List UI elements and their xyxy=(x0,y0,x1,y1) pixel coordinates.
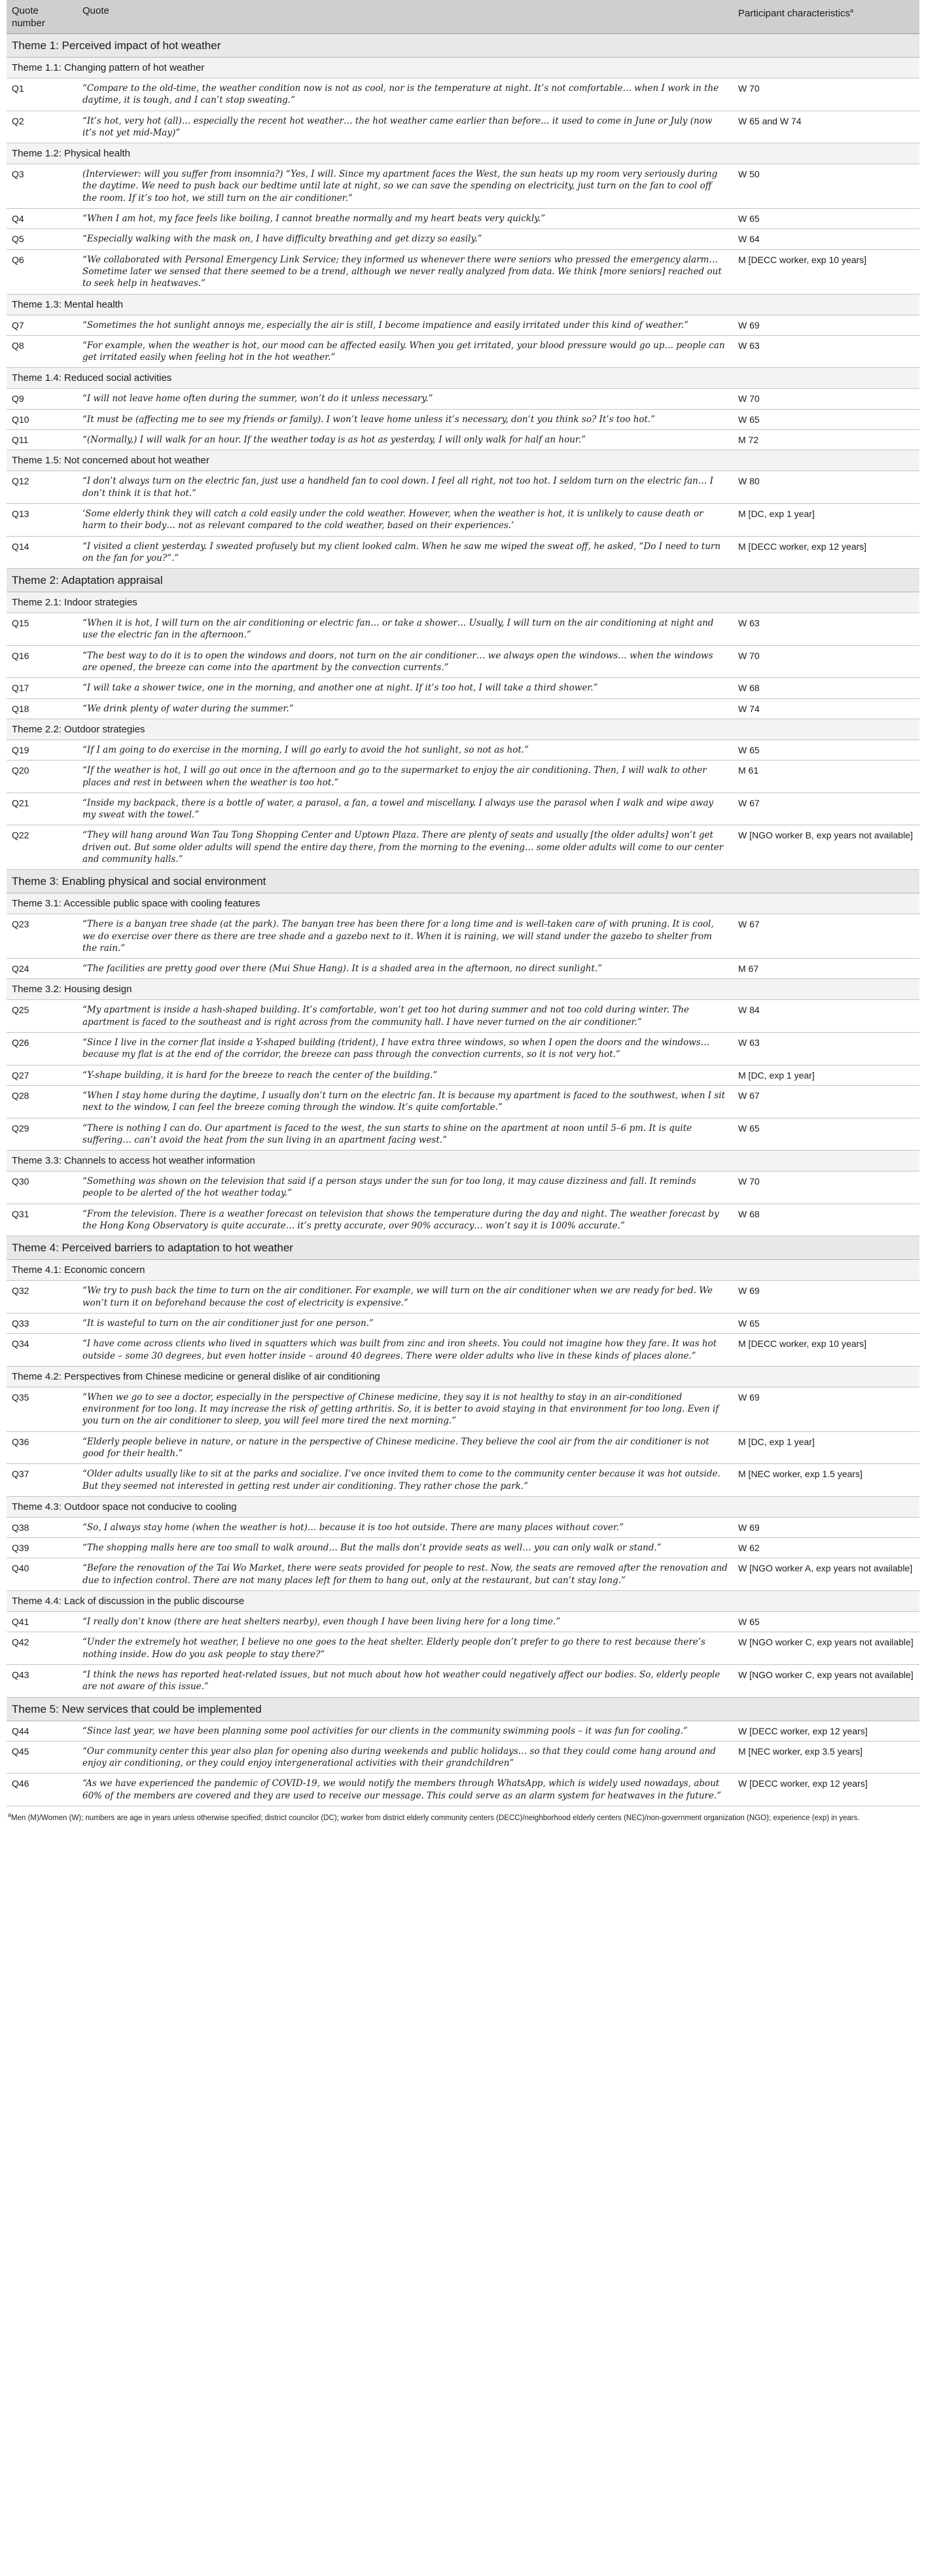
header-participant-label: Participant characteristics xyxy=(738,8,850,19)
quote-text: “I really don’t know (there are heat shelters nearby), even though I have been living here for a long time.” xyxy=(77,1612,733,1632)
table-row xyxy=(7,430,919,450)
quote-number: Q39 xyxy=(7,1538,77,1558)
table-row xyxy=(7,1612,919,1632)
table-row xyxy=(7,645,919,678)
table-row xyxy=(7,1741,919,1774)
quote-text: “Before the renovation of the Tai Wo Market, there were seats provided for people to rest. Now, the seats are removed after the renovation and due to infection control. There are not many places left for them to hang out, only at the restaurant, but can’t stay long.” xyxy=(77,1558,733,1591)
subtheme-label: Theme 4.4: Lack of discussion in the public discourse xyxy=(7,1591,919,1612)
quote-number: Q32 xyxy=(7,1281,77,1314)
quote-text: “I have come across clients who lived in squatters which was built from zinc and iron sheets. You could not imagine how they fare. It was hot outside – some 30 degrees, but even hotter inside – around 40 degrees. There were older adults who live in these kinds of places alone.” xyxy=(77,1334,733,1367)
quote-number: Q30 xyxy=(7,1172,77,1204)
quote-text: “From the television. There is a weather forecast on television that shows the temperature during the day and night. The weather forecast by the Hong Kong Observatory is quite accurate… it’s pretty accurate, over 90% accuracy… won’t say it is 100% accurate.” xyxy=(77,1204,733,1236)
table-row xyxy=(7,1632,919,1665)
participant-characteristics: W 65 and W 74 xyxy=(733,111,919,143)
quote-table-container xyxy=(7,0,919,1826)
quote-number: Q18 xyxy=(7,698,77,719)
quote-number: Q3 xyxy=(7,164,77,209)
table-row xyxy=(7,164,919,209)
quote-number: Q12 xyxy=(7,471,77,504)
quote-text: “Something was shown on the television that said if a person stays under the sun for too long, it may cause dizziness and fall. It reminds people to be alerted of the hot weather today.” xyxy=(77,1172,733,1204)
table-row xyxy=(7,678,919,698)
table-row xyxy=(7,1065,919,1085)
quote-text: “It must be (affecting me to see my friends or family). I won’t leave home unless it’s necessary, don’t you think so? It’s too hot.” xyxy=(77,409,733,429)
quote-text: “Y-shape building, it is hard for the breeze to reach the center of the building.” xyxy=(77,1065,733,1085)
quote-number: Q6 xyxy=(7,249,77,294)
participant-characteristics: W 69 xyxy=(733,1517,919,1537)
quote-text: “I will take a shower twice, one in the morning, and another one at night. If it’s too hot, I will take a third shower.” xyxy=(77,678,733,698)
quote-number: Q24 xyxy=(7,959,77,979)
table-row xyxy=(7,229,919,249)
quote-text: “When it is hot, I will turn on the air conditioning or electric fan… or take a shower… Usually, I will turn on the air conditioning at night and use the electric fan in the afternoon.” xyxy=(77,613,733,646)
quote-text: “There is nothing I can do. Our apartment is faced to the west, the sun starts to shine on the apartment at noon until 5–6 pm. It is quite suffering… can’t avoid the heat from the sun living in an apartment facing west.” xyxy=(77,1118,733,1151)
table-row xyxy=(7,1517,919,1537)
participant-characteristics: W 50 xyxy=(733,164,919,209)
subtheme-row xyxy=(7,58,919,79)
subtheme-label: Theme 2.1: Indoor strategies xyxy=(7,592,919,613)
table-row xyxy=(7,1774,919,1806)
participant-characteristics: W 63 xyxy=(733,335,919,368)
participant-characteristics: M [DECC worker, exp 10 years] xyxy=(733,249,919,294)
quote-text: “Since last year, we have been planning some pool activities for our clients in the community swimming pools – it was fun for cooling.” xyxy=(77,1721,733,1741)
participant-characteristics: W 65 xyxy=(733,1313,919,1333)
participant-characteristics: W 70 xyxy=(733,389,919,409)
quote-text: “My apartment is inside a hash-shaped building. It’s comfortable, won’t get too hot during summer and not too cold during winter. The apartment is faced to the southeast and is right across from the community hall. I have never turned on the air conditioner.” xyxy=(77,1000,733,1033)
table-footnote xyxy=(7,1806,919,1826)
quote-text: “When I stay home during the daytime, I usually don’t turn on the electric fan. It is because my apartment is faced to the southwest, when I sit next to the window, I can feel the breeze coming through the window. It’s quite comfortable.” xyxy=(77,1085,733,1118)
table-row xyxy=(7,1721,919,1741)
theme-label: Theme 5: New services that could be implemented xyxy=(7,1697,919,1721)
subtheme-label: Theme 3.3: Channels to access hot weather information xyxy=(7,1151,919,1172)
quote-number: Q10 xyxy=(7,409,77,429)
quote-number: Q4 xyxy=(7,209,77,229)
quote-text: “I don’t always turn on the electric fan, just use a handheld fan to cool down. I feel all right, not too hot. I seldom turn on the electric fan… I don’t think it is that hot.” xyxy=(77,471,733,504)
quote-number: Q16 xyxy=(7,645,77,678)
quote-text: “Compare to the old-time, the weather condition now is not as cool, nor is the temperature at night. It’s not comfortable… when I work in the daytime, it is tough, and I can’t stop sweating.” xyxy=(77,79,733,111)
table-row xyxy=(7,1387,919,1431)
table-row xyxy=(7,209,919,229)
subtheme-row xyxy=(7,1151,919,1172)
quote-number: Q14 xyxy=(7,536,77,569)
participant-characteristics: W [NGO worker A, exp years not available] xyxy=(733,1558,919,1591)
quote-number: Q31 xyxy=(7,1204,77,1236)
quote-text: “When I am hot, my face feels like boiling, I cannot breathe normally and my heart beats very quickly.” xyxy=(77,209,733,229)
quote-number: Q13 xyxy=(7,503,77,536)
quote-number: Q7 xyxy=(7,315,77,335)
participant-characteristics: W 84 xyxy=(733,1000,919,1033)
participant-characteristics: W [NGO worker C, exp years not available] xyxy=(733,1632,919,1665)
quote-number: Q43 xyxy=(7,1664,77,1697)
quote-number: Q34 xyxy=(7,1334,77,1367)
quote-text: “It is wasteful to turn on the air conditioner just for one person.” xyxy=(77,1313,733,1333)
footnote-mark: a xyxy=(8,1812,12,1819)
table-row xyxy=(7,79,919,111)
quote-text: “(Normally,) I will walk for an hour. If the weather today is as hot as yesterday, I will only walk for half an hour.” xyxy=(77,430,733,450)
theme-row xyxy=(7,569,919,592)
quote-text: “I visited a client yesterday. I sweated profusely but my client looked calm. When he saw me wiped the sweat off, he asked, “Do I need to turn on the fan for you?”.” xyxy=(77,536,733,569)
quote-text: “The best way to do it is to open the windows and doors, not turn on the air conditioner… we always open the windows… when the windows are opened, the breeze can come into the apartment by the convection currents.” xyxy=(77,645,733,678)
quote-text: “The shopping malls here are too small to walk around… But the malls don’t provide seats as well… you can only walk or stand.” xyxy=(77,1538,733,1558)
quote-text: “So, I always stay home (when the weather is hot)… because it is too hot outside. There are many places without cover.” xyxy=(77,1517,733,1537)
quote-number: Q28 xyxy=(7,1085,77,1118)
table-row xyxy=(7,1000,919,1033)
header-participant xyxy=(733,0,919,34)
theme-row xyxy=(7,34,919,58)
participant-characteristics: W 68 xyxy=(733,678,919,698)
quote-text: “We try to push back the time to turn on the air conditioner. For example, we will turn on the air conditioner when we are ready for bed. We won’t turn it on beforehand because the cost of electricity is expensive.” xyxy=(77,1281,733,1314)
quote-text: “Under the extremely hot weather, I believe no one goes to the heat shelter. Elderly people don’t prefer to go there to rest because there’s nothing inside. How do you ask people to stay there?” xyxy=(77,1632,733,1665)
quote-text: “I think the news has reported heat-related issues, but not much about how hot weather could negatively affect our bodies. So, elderly people are not aware of this issue.” xyxy=(77,1664,733,1697)
quote-text: “As we have experienced the pandemic of COVID-19, we would notify the members through WhatsApp, which is widely used nowadays, about 60% of the members are covered and they are used to receive our message. This could serve as an alarm system for heatwaves in the future.” xyxy=(77,1774,733,1806)
participant-characteristics: W 70 xyxy=(733,645,919,678)
table-row xyxy=(7,959,919,979)
quote-text: “There is a banyan tree shade (at the park). The banyan tree has been there for a long time and is well-taken care of with pruning. It is cool, we do exercise over there as there are tree shade and a gazebo next to it. When it is raining, we will stand under the gazebo to shelter from the rain.” xyxy=(77,914,733,959)
quote-text: “Sometimes the hot sunlight annoys me, especially the air is still, I become impatience and easily irritated under this kind of weather.” xyxy=(77,315,733,335)
subtheme-label: Theme 1.2: Physical health xyxy=(7,143,919,164)
theme-row xyxy=(7,870,919,893)
subtheme-row xyxy=(7,592,919,613)
quote-text: “If the weather is hot, I will go out once in the afternoon and go to the supermarket to enjoy the air conditioning. Then, I will walk to other places and rest in between when the weather is too hot.” xyxy=(77,760,733,793)
quote-number: Q25 xyxy=(7,1000,77,1033)
quote-text: (Interviewer: will you suffer from insomnia?) “Yes, I will. Since my apartment faces the West, the sun heats up my room very seriously during the daytime. We need to push back our bedtime until late at night, so we can save the spending on electricity, just turn on the fan to cool off the room. If it’s too hot, we still turn on the air conditioner.” xyxy=(77,164,733,209)
subtheme-label: Theme 1.5: Not concerned about hot weather xyxy=(7,450,919,471)
quote-number: Q44 xyxy=(7,1721,77,1741)
participant-characteristics: W 69 xyxy=(733,1281,919,1314)
participant-characteristics: W 67 xyxy=(733,793,919,825)
theme-row xyxy=(7,1697,919,1721)
subtheme-row xyxy=(7,1260,919,1281)
subtheme-row xyxy=(7,979,919,1000)
theme-label: Theme 1: Perceived impact of hot weather xyxy=(7,34,919,58)
quote-text: “If I am going to do exercise in the morning, I will go early to avoid the hot sunlight, so not as hot.” xyxy=(77,740,733,760)
table-header-row xyxy=(7,0,919,34)
participant-characteristics: W 62 xyxy=(733,1538,919,1558)
quote-number: Q21 xyxy=(7,793,77,825)
quote-text: “It’s hot, very hot (all)… especially the recent hot weather… the hot weather came earlier than before… it used to come in June or July (now it’s not yet mid-May)” xyxy=(77,111,733,143)
table-row xyxy=(7,1464,919,1497)
subtheme-row xyxy=(7,450,919,471)
theme-label: Theme 3: Enabling physical and social environment xyxy=(7,870,919,893)
quote-number: Q27 xyxy=(7,1065,77,1085)
theme-label: Theme 2: Adaptation appraisal xyxy=(7,569,919,592)
footnote-text: Men (M)/Women (W); numbers are age in years unless otherwise specified; district councilor (DC); worker from district elderly community centers (DECC)/neighborhood elderly centers (NEC)/non-government organization (NGO); experience (exp) in years. xyxy=(11,1814,860,1822)
table-row xyxy=(7,1085,919,1118)
quote-number: Q41 xyxy=(7,1612,77,1632)
participant-characteristics: M 67 xyxy=(733,959,919,979)
table-row xyxy=(7,740,919,760)
quote-number: Q15 xyxy=(7,613,77,646)
subtheme-label: Theme 4.3: Outdoor space not conducive to cooling xyxy=(7,1496,919,1517)
table-row xyxy=(7,503,919,536)
participant-characteristics: W 65 xyxy=(733,1118,919,1151)
subtheme-label: Theme 3.1: Accessible public space with cooling features xyxy=(7,893,919,914)
quote-text: “I will not leave home often during the summer, won’t do it unless necessary.” xyxy=(77,389,733,409)
subtheme-row xyxy=(7,368,919,389)
table-row xyxy=(7,389,919,409)
quote-number: Q40 xyxy=(7,1558,77,1591)
quote-text: “Especially walking with the mask on, I have difficulty breathing and get dizzy so easily.” xyxy=(77,229,733,249)
header-quote-number: Quote number xyxy=(7,0,77,34)
participant-characteristics: W [DECC worker, exp 12 years] xyxy=(733,1774,919,1806)
table-row xyxy=(7,1118,919,1151)
table-row xyxy=(7,914,919,959)
subtheme-row xyxy=(7,143,919,164)
quote-number: Q36 xyxy=(7,1431,77,1464)
quote-number: Q37 xyxy=(7,1464,77,1497)
participant-characteristics: M [DC, exp 1 year] xyxy=(733,1065,919,1085)
participant-characteristics: M [DECC worker, exp 12 years] xyxy=(733,536,919,569)
subtheme-row xyxy=(7,1591,919,1612)
table-row xyxy=(7,1334,919,1367)
table-row xyxy=(7,698,919,719)
quote-number: Q46 xyxy=(7,1774,77,1806)
theme-row xyxy=(7,1236,919,1260)
quote-number: Q23 xyxy=(7,914,77,959)
quote-text: “When we go to see a doctor, especially in the perspective of Chinese medicine, they say it is not healthy to stay in an air-conditioned environment for too long. It may increase the risk of getting arthritis. So, it is better to avoid staying in that environment for too long. Even if you turn on the air conditioner to sleep, you will feel more tired the next morning.” xyxy=(77,1387,733,1431)
participant-characteristics: W 63 xyxy=(733,613,919,646)
subtheme-label: Theme 1.1: Changing pattern of hot weather xyxy=(7,58,919,79)
header-quote: Quote xyxy=(77,0,733,34)
table-row xyxy=(7,760,919,793)
table-row xyxy=(7,536,919,569)
quote-number: Q22 xyxy=(7,825,77,870)
participant-characteristics: W 65 xyxy=(733,409,919,429)
participant-characteristics: M [DECC worker, exp 10 years] xyxy=(733,1334,919,1367)
table-row xyxy=(7,1033,919,1065)
participant-characteristics: W [DECC worker, exp 12 years] xyxy=(733,1721,919,1741)
participant-characteristics: M [NEC worker, exp 1.5 years] xyxy=(733,1464,919,1497)
quote-text: “We drink plenty of water during the summer.” xyxy=(77,698,733,719)
participant-characteristics: W 80 xyxy=(733,471,919,504)
quote-number: Q5 xyxy=(7,229,77,249)
quote-number: Q33 xyxy=(7,1313,77,1333)
quote-number: Q9 xyxy=(7,389,77,409)
table-row xyxy=(7,613,919,646)
table-row xyxy=(7,471,919,504)
quote-number: Q8 xyxy=(7,335,77,368)
quote-text: “Elderly people believe in nature, or nature in the perspective of Chinese medicine. They believe the cool air from the air conditioner is not good for their health.” xyxy=(77,1431,733,1464)
quote-text: “We collaborated with Personal Emergency Link Service; they informed us whenever there were seniors who pressed the emergency alarm… Sometime later we sensed that there seemed to be a trend, although we never really analyzed from data. We think [more seniors] reached out to seek help in heatwaves.” xyxy=(77,249,733,294)
participant-characteristics: W 64 xyxy=(733,229,919,249)
table-row xyxy=(7,335,919,368)
table-row xyxy=(7,249,919,294)
quote-number: Q17 xyxy=(7,678,77,698)
subtheme-label: Theme 1.4: Reduced social activities xyxy=(7,368,919,389)
participant-characteristics: W 67 xyxy=(733,914,919,959)
participant-characteristics: W 70 xyxy=(733,79,919,111)
quote-number: Q35 xyxy=(7,1387,77,1431)
quote-number: Q42 xyxy=(7,1632,77,1665)
participant-characteristics: W 69 xyxy=(733,315,919,335)
participant-characteristics: W [NGO worker B, exp years not available] xyxy=(733,825,919,870)
subtheme-row xyxy=(7,1496,919,1517)
table-row xyxy=(7,825,919,870)
participant-characteristics: W 70 xyxy=(733,1172,919,1204)
quote-number: Q38 xyxy=(7,1517,77,1537)
participant-characteristics: W 63 xyxy=(733,1033,919,1065)
quote-number: Q2 xyxy=(7,111,77,143)
table-row xyxy=(7,111,919,143)
subtheme-label: Theme 2.2: Outdoor strategies xyxy=(7,719,919,740)
table-row xyxy=(7,793,919,825)
quote-text: “The facilities are pretty good over there (Mui Shue Hang). It is a shaded area in the afternoon, no direct sunlight.” xyxy=(77,959,733,979)
table-row xyxy=(7,409,919,429)
quote-number: Q20 xyxy=(7,760,77,793)
table-row xyxy=(7,1538,919,1558)
table-row xyxy=(7,1313,919,1333)
participant-characteristics: M 61 xyxy=(733,760,919,793)
quote-text: “For example, when the weather is hot, our mood can be affected easily. When you get irritated, your blood pressure would go up… people can get irritated easily when feeling hot in the hot weather.” xyxy=(77,335,733,368)
quote-number: Q26 xyxy=(7,1033,77,1065)
quote-number: Q45 xyxy=(7,1741,77,1774)
participant-characteristics: W 69 xyxy=(733,1387,919,1431)
table-body xyxy=(7,34,919,1806)
quote-text: “Older adults usually like to sit at the parks and socialize. I’ve once invited them to come to the community center because it was hot outside. But they seemed not interested in getting rest under air conditioning. They rather chose the park.” xyxy=(77,1464,733,1497)
participant-characteristics: W 68 xyxy=(733,1204,919,1236)
table-row xyxy=(7,1431,919,1464)
participant-characteristics: W 65 xyxy=(733,209,919,229)
quote-number: Q29 xyxy=(7,1118,77,1151)
subtheme-row xyxy=(7,294,919,315)
participant-characteristics: M 72 xyxy=(733,430,919,450)
table-row xyxy=(7,315,919,335)
participant-characteristics: W [NGO worker C, exp years not available] xyxy=(733,1664,919,1697)
table-row xyxy=(7,1664,919,1697)
table-row xyxy=(7,1172,919,1204)
subtheme-row xyxy=(7,893,919,914)
quote-number: Q1 xyxy=(7,79,77,111)
subtheme-label: Theme 4.1: Economic concern xyxy=(7,1260,919,1281)
subtheme-label: Theme 3.2: Housing design xyxy=(7,979,919,1000)
quote-text: ‘Some elderly think they will catch a cold easily under the cold weather. However, when the weather is hot, it is unlikely to cause death or harm to their body… not as relevant compared to the cold weather, based on their experiences.’ xyxy=(77,503,733,536)
participant-characteristics: W 65 xyxy=(733,740,919,760)
participant-characteristics: M [NEC worker, exp 3.5 years] xyxy=(733,1741,919,1774)
quote-text: “They will hang around Wan Tau Tong Shopping Center and Uptown Plaza. There are plenty of seats and usually [the older adults] won’t get driven out. But some older adults will spend the entire day there, from the morning to the evening… some older adults will come to our center and community halls.” xyxy=(77,825,733,870)
quote-number: Q19 xyxy=(7,740,77,760)
theme-label: Theme 4: Perceived barriers to adaptation to hot weather xyxy=(7,1236,919,1260)
quote-text: “Our community center this year also plan for opening also during weekends and public holidays… so that they could come hang around and enjoy air conditioning, or they could enjoy intergenerational activities with their grandchildren” xyxy=(77,1741,733,1774)
table-row xyxy=(7,1281,919,1314)
subtheme-label: Theme 1.3: Mental health xyxy=(7,294,919,315)
subtheme-row xyxy=(7,719,919,740)
participant-characteristics: W 65 xyxy=(733,1612,919,1632)
participant-characteristics: M [DC, exp 1 year] xyxy=(733,503,919,536)
participant-characteristics: W 67 xyxy=(733,1085,919,1118)
table-row xyxy=(7,1204,919,1236)
subtheme-row xyxy=(7,1366,919,1387)
quote-text: “Inside my backpack, there is a bottle of water, a parasol, a fan, a towel and miscellany. I always use the parasol when I walk and wipe away my sweat with the towel.” xyxy=(77,793,733,825)
table-row xyxy=(7,1558,919,1591)
quote-text: “Since I live in the corner flat inside a Y-shaped building (trident), I have extra three windows, so when I open the doors and the windows… because my flat is at the end of the corridor, the breeze can pass through the convection currents, so it is not very hot.” xyxy=(77,1033,733,1065)
participant-characteristics: W 74 xyxy=(733,698,919,719)
quotes-table xyxy=(7,0,919,1806)
quote-number: Q11 xyxy=(7,430,77,450)
header-participant-footnote-mark: a xyxy=(849,7,853,14)
subtheme-label: Theme 4.2: Perspectives from Chinese medicine or general dislike of air conditioning xyxy=(7,1366,919,1387)
participant-characteristics: M [DC, exp 1 year] xyxy=(733,1431,919,1464)
